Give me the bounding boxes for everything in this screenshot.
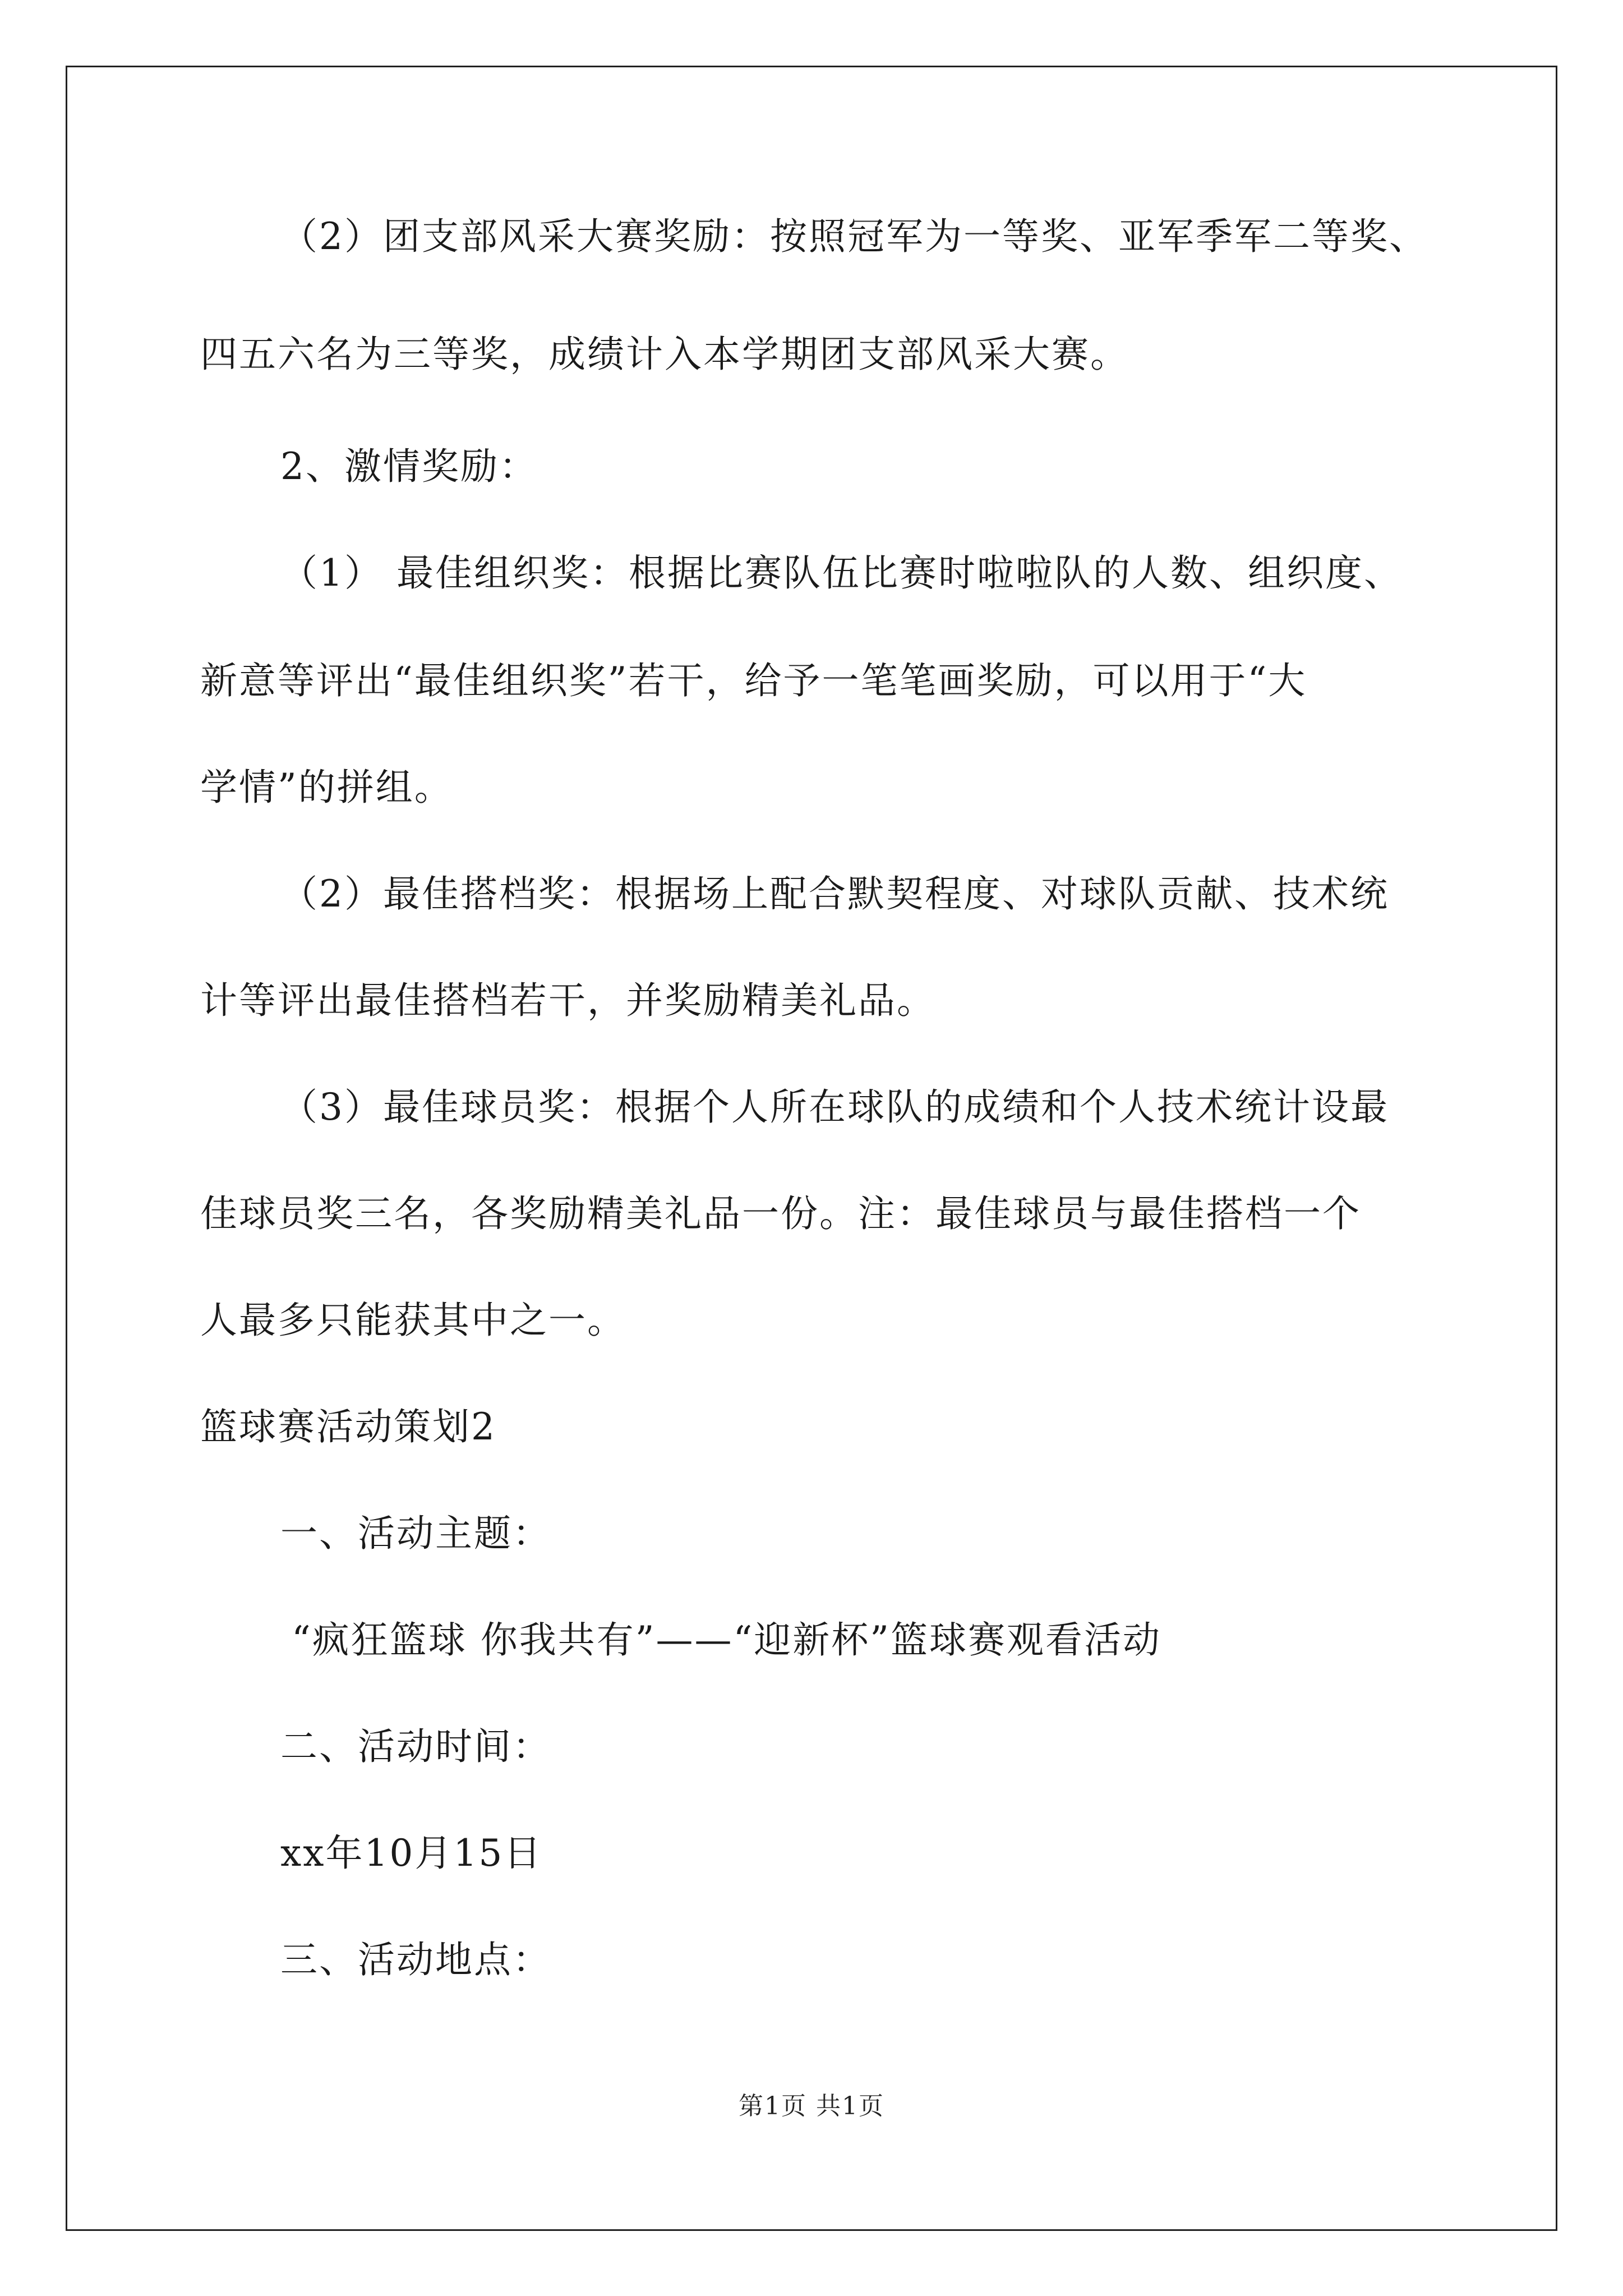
paragraph-line: xx年10月15日 (280, 1832, 543, 1875)
section-heading: 一、活动主题： (280, 1512, 551, 1555)
paragraph-line: （2）团支部风采大赛奖励：按照冠军为一等奖、亚军季军二等奖、 (280, 215, 1428, 258)
page-footer: 第1页 共1页 (739, 2092, 884, 2120)
paragraph-line: （3）最佳球员奖：根据个人所在球队的成绩和个人技术统计设最 (280, 1085, 1389, 1129)
page-border (66, 66, 1557, 2231)
paragraph-line: 计等评出最佳搭档若干，并奖励精美礼品。 (200, 979, 935, 1022)
section-heading: 二、活动时间： (280, 1725, 551, 1768)
paragraph-line: 新意等评出“最佳组织奖”若干，给予一笔笔画奖励，可以用于“大 (200, 659, 1307, 702)
section-heading: 2、激情奖励： (280, 445, 538, 488)
paragraph-line: 佳球员奖三名，各奖励精美礼品一份。注：最佳球员与最佳搭档一个 (200, 1192, 1361, 1235)
paragraph-line: 人最多只能获其中之一。 (200, 1299, 626, 1342)
paragraph-line: （1） 最佳组织奖：根据比赛队伍比赛时啦啦队的人数、组织度、 (280, 551, 1403, 595)
section-heading: 三、活动地点： (280, 1938, 551, 1981)
paragraph-line: 学情”的拼组。 (200, 766, 453, 809)
paragraph-line: “疯狂篮球 你我共有”——“迎新杯”篮球赛观看活动 (292, 1618, 1161, 1662)
document-subtitle: 篮球赛活动策划2 (200, 1405, 496, 1448)
paragraph-line: 四五六名为三等奖，成绩计入本学期团支部风采大赛。 (200, 333, 1129, 376)
paragraph-line: （2）最佳搭档奖：根据场上配合默契程度、对球队贡献、技术统 (280, 872, 1389, 915)
